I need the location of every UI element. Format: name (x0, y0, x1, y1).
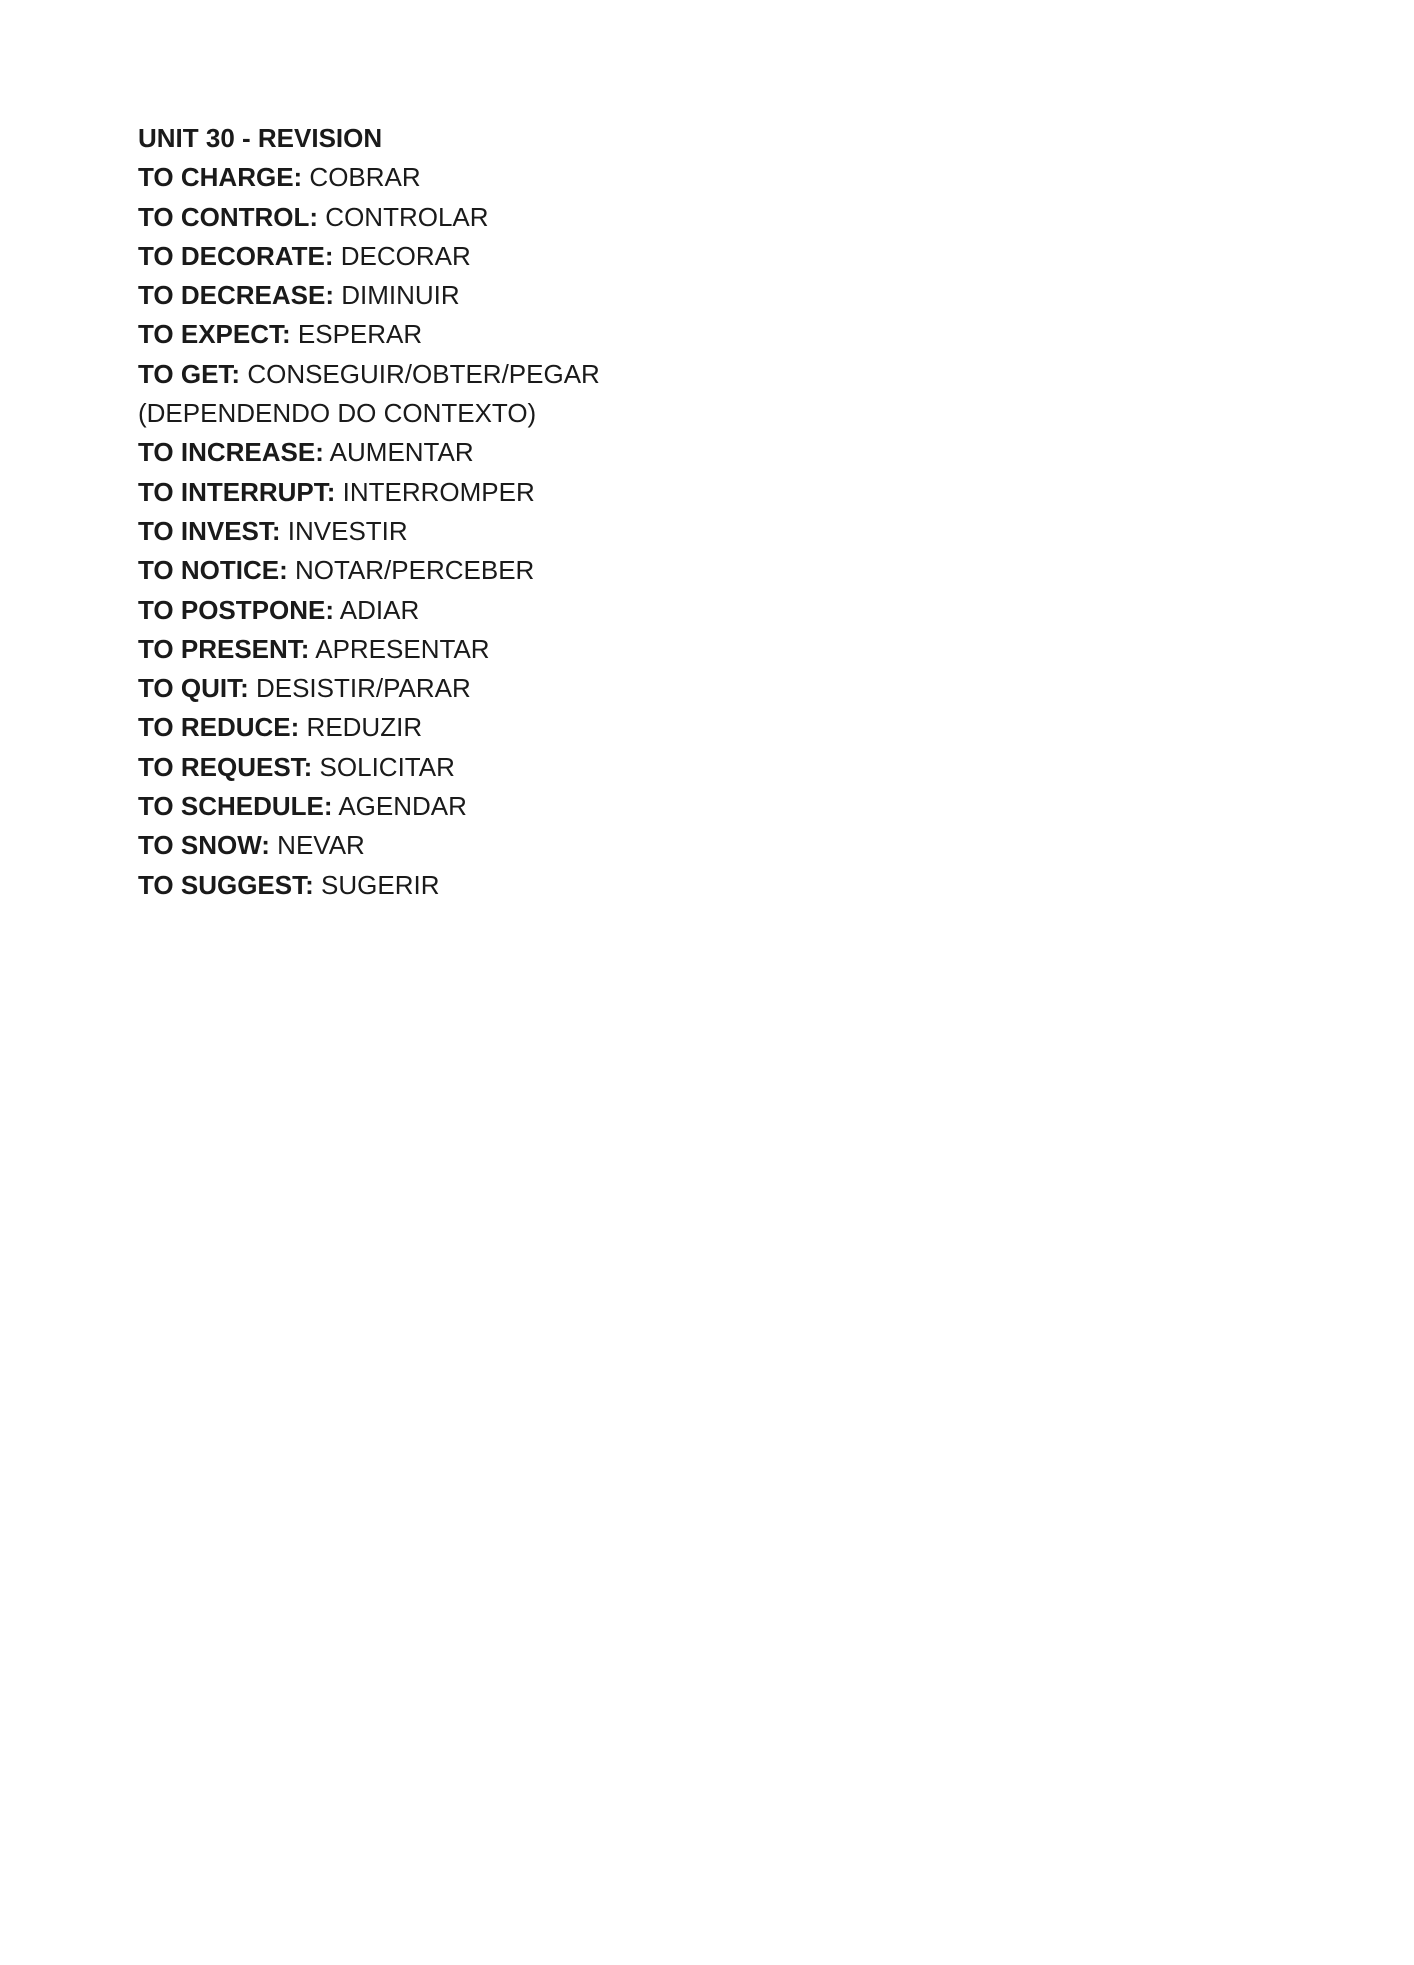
vocab-translation: NOTAR/PERCEBER (287, 555, 535, 586)
vocab-term: TO REDUCE: (138, 712, 300, 743)
vocab-translation: DESISTIR/PARAR (248, 673, 471, 704)
vocab-translation: COBRAR (302, 162, 421, 193)
vocab-translation: DIMINUIR (334, 280, 460, 311)
vocab-translation: ADIAR (334, 594, 420, 625)
vocab-translation: AUMENTAR (323, 437, 474, 468)
vocab-term: TO NOTICE: (138, 555, 288, 586)
vocab-entry-continuation (138, 394, 600, 433)
vocab-term: TO PRESENT: (138, 633, 310, 664)
vocab-translation: ESPERAR (290, 319, 423, 350)
vocab-term: TO GET: (138, 358, 241, 389)
vocab-term: TO POSTPONE: (138, 594, 334, 625)
vocab-term: TO CONTROL: (138, 201, 319, 232)
vocab-term: TO DECORATE: (138, 240, 334, 271)
vocab-entry (138, 198, 600, 237)
vocab-translation: REDUZIR (299, 712, 423, 743)
vocab-translation: SUGERIR (313, 869, 440, 900)
vocab-translation: CONSEGUIR/OBTER/PEGAR (240, 358, 600, 389)
vocab-entry (138, 433, 600, 472)
vocab-entry (138, 669, 600, 708)
vocab-translation: NEVAR (269, 830, 365, 861)
vocab-entry (138, 826, 600, 865)
vocab-term: TO INTERRUPT: (138, 476, 336, 507)
vocab-translation: INVESTIR (280, 515, 408, 546)
vocab-term: TO CHARGE: (138, 162, 303, 193)
vocab-entry (138, 708, 600, 747)
vocab-translation: AGENDAR (332, 791, 467, 822)
vocab-term: TO INCREASE: (138, 437, 324, 468)
vocab-entry (138, 315, 600, 354)
vocab-term: TO REQUEST: (138, 751, 313, 782)
vocab-entry (138, 630, 600, 669)
vocab-translation: CONTROLAR (318, 201, 489, 232)
page-title: UNIT 30 - REVISION (138, 123, 383, 153)
vocab-entry (138, 158, 600, 197)
vocab-entry (138, 866, 600, 905)
vocab-entry (138, 473, 600, 512)
vocab-entry (138, 787, 600, 826)
vocab-entry (138, 355, 600, 394)
vocab-translation: INTERROMPER (335, 476, 535, 507)
vocab-entry (138, 237, 600, 276)
vocab-term: TO SUGGEST: (138, 869, 314, 900)
vocab-entry (138, 512, 600, 551)
vocab-entry (138, 551, 600, 590)
vocab-term: TO EXPECT: (138, 319, 291, 350)
vocab-translation: DECORAR (333, 240, 471, 271)
vocab-term: TO DECREASE: (138, 280, 334, 311)
vocab-term: TO SNOW: (138, 830, 270, 861)
vocab-list (138, 119, 600, 905)
vocab-translation: SOLICITAR (312, 751, 455, 782)
vocab-entry (138, 276, 600, 315)
vocab-translation: (DEPENDENDO DO CONTEXTO) (138, 398, 537, 429)
vocab-translation: APRESENTAR (309, 633, 490, 664)
vocab-term: TO QUIT: (138, 673, 249, 704)
vocab-entry (138, 591, 600, 630)
vocab-term: TO INVEST: (138, 515, 281, 546)
vocab-term: TO SCHEDULE: (138, 791, 333, 822)
vocab-entry (138, 748, 600, 787)
